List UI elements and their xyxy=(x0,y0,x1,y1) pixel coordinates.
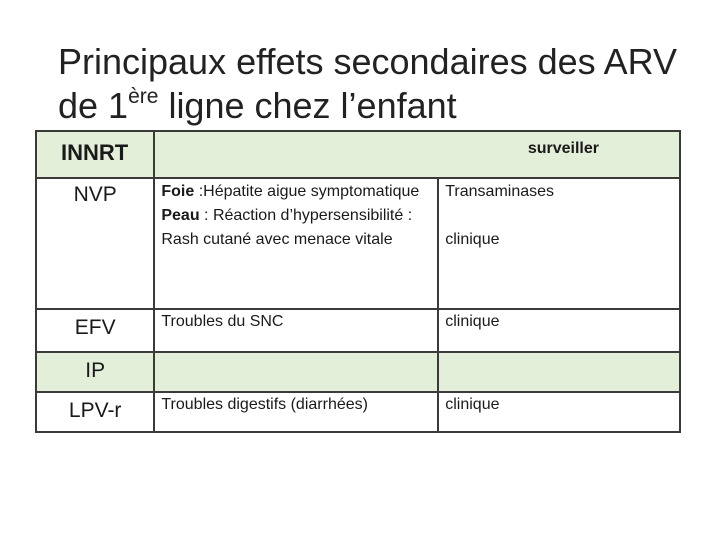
skin-label: Peau xyxy=(161,207,200,224)
row-nvp xyxy=(36,178,680,309)
drug-efv: EFV xyxy=(36,309,154,352)
title-line-2 xyxy=(58,84,698,128)
skin-text: : Réaction d’hypersensibilité : Rash cutané avec menace vitale xyxy=(161,207,413,248)
drug-nvp: NVP xyxy=(36,178,154,309)
monitor-nvp xyxy=(438,178,680,309)
title-superscript: ère xyxy=(128,85,159,108)
drug-lpv: LPV-r xyxy=(36,392,154,432)
header-class-cell: INNRT xyxy=(36,131,154,178)
row-ip xyxy=(36,352,680,392)
monitor-efv: clinique xyxy=(438,309,680,352)
monitor-lpv: clinique xyxy=(438,392,680,432)
title-line-2-start: de 1 xyxy=(58,85,129,126)
monitor-nvp-2: clinique xyxy=(445,231,500,248)
header-monitor-cell xyxy=(154,131,680,178)
slide-title xyxy=(58,40,698,128)
monitor-nvp-1: Transaminases xyxy=(445,183,555,200)
header-row xyxy=(36,131,680,178)
effect-nvp-liver xyxy=(161,179,431,204)
side-effects-table xyxy=(35,130,681,433)
effect-lpv: Troubles digestifs (diarrhées) xyxy=(154,392,438,432)
row-lpv xyxy=(36,392,680,432)
effect-ip xyxy=(154,352,438,392)
liver-label: Foie xyxy=(161,183,195,200)
title-line-1: Principaux effets secondaires des ARV xyxy=(58,41,678,82)
effect-nvp-skin xyxy=(161,204,431,252)
drug-ip: IP xyxy=(36,352,154,392)
title-line-2-end: ligne chez l’enfant xyxy=(158,85,457,126)
header-monitor-label: surveiller xyxy=(527,140,599,157)
monitor-ip xyxy=(438,352,680,392)
effect-efv: Troubles du SNC xyxy=(154,309,438,352)
liver-text: :Hépatite aigue symptomatique xyxy=(194,183,420,200)
effect-nvp xyxy=(154,178,438,309)
row-efv xyxy=(36,309,680,352)
